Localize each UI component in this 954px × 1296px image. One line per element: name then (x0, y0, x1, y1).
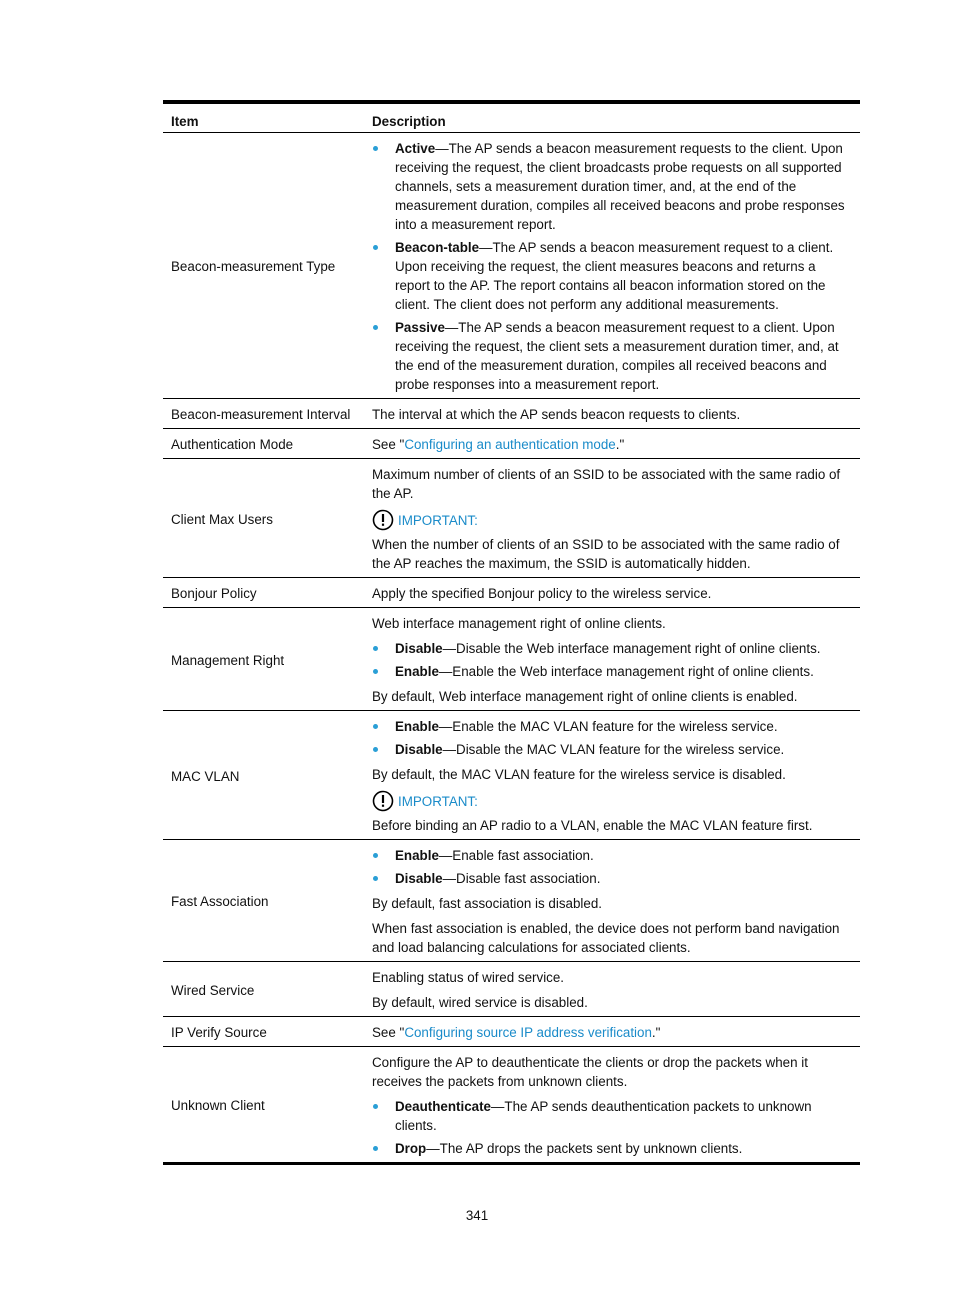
description-cell (364, 962, 860, 1017)
description-cell (364, 399, 860, 429)
option-term: Disable (395, 871, 443, 886)
description-cell (364, 608, 860, 711)
column-header-description: Description (364, 102, 860, 133)
bullet-icon (373, 1104, 378, 1109)
item-cell: MAC VLAN (163, 711, 364, 840)
item-cell: Management Right (163, 608, 364, 711)
list-item (372, 1139, 852, 1158)
description-text (372, 1023, 852, 1042)
bullet-icon (373, 245, 378, 250)
option-term: Active (395, 141, 436, 156)
table-row (163, 578, 860, 608)
important-callout (372, 790, 852, 812)
bullet-list (372, 139, 852, 394)
list-item (372, 639, 852, 658)
option-text: —Disable the MAC VLAN feature for the wireless service. (442, 742, 785, 757)
bullet-icon (373, 646, 378, 651)
list-item (372, 717, 852, 736)
default-text: By default, fast association is disabled. (372, 896, 603, 911)
bullet-list (372, 717, 852, 759)
description-cell (364, 711, 860, 840)
default-text: By default, Web interface management right of online clients is enabled. (372, 689, 798, 704)
table-row (163, 1047, 860, 1164)
description-cell (364, 1047, 860, 1164)
bullet-icon (373, 325, 378, 330)
description-cell (364, 429, 860, 459)
description-intro: Configure the AP to deauthenticate the clients or drop the packets when it receives the packets from unknown clients. (372, 1055, 808, 1089)
important-callout (372, 509, 852, 531)
option-term: Enable (395, 719, 439, 734)
bullet-icon (373, 724, 378, 729)
important-label: IMPORTANT: (398, 512, 478, 528)
bullet-list (372, 639, 852, 681)
option-text: —Enable fast association. (438, 848, 594, 863)
column-header-item: Item (163, 102, 364, 133)
page-number: 341 (465, 1208, 489, 1223)
bullet-list (372, 846, 852, 888)
item-cell: Beacon-measurement Type (163, 133, 364, 399)
list-item (372, 740, 852, 759)
list-item (372, 846, 852, 865)
see-suffix: ." (615, 437, 625, 452)
table-row (163, 608, 860, 711)
important-text: Before binding an AP radio to a VLAN, enable the MAC VLAN feature first. (372, 818, 813, 833)
item-cell: Fast Association (163, 840, 364, 962)
description-text (372, 435, 852, 454)
table-row (163, 840, 860, 962)
option-text: —The AP sends a beacon measurement requests to the client. Upon receiving the request, the client broadcasts probe requests on all supported channels, sets a measurement duration timer, and, at the end of the measurement duration, compiles all received beacons and probe responses into a measurement report. (395, 141, 845, 232)
list-item (372, 662, 852, 681)
option-text: —Disable fast association. (442, 871, 601, 886)
table-row (163, 429, 860, 459)
source-ip-verification-link[interactable]: Configuring source IP address verification (404, 1025, 652, 1040)
see-suffix: ." (651, 1025, 661, 1040)
bullet-list (372, 1097, 852, 1158)
default-text: By default, the MAC VLAN feature for the wireless service is disabled. (372, 767, 786, 782)
table-row (163, 962, 860, 1017)
bullet-icon (373, 876, 378, 881)
exclamation-circle-icon (372, 509, 394, 531)
bullet-icon (373, 1146, 378, 1151)
option-term: Drop (395, 1141, 427, 1156)
list-item (372, 238, 852, 314)
bullet-icon (373, 669, 378, 674)
see-prefix: See " (372, 1025, 405, 1040)
list-item (372, 139, 852, 234)
table-row (163, 399, 860, 429)
option-text: —Enable the Web interface management right of online clients. (438, 664, 814, 679)
option-term: Disable (395, 742, 443, 757)
option-text: —Enable the MAC VLAN feature for the wireless service. (438, 719, 778, 734)
description-text: The interval at which the AP sends beacon requests to clients. (372, 407, 741, 422)
parameter-table (163, 100, 860, 1165)
description-cell (364, 840, 860, 962)
item-cell: Client Max Users (163, 459, 364, 578)
bullet-icon (373, 853, 378, 858)
option-term: Enable (395, 664, 439, 679)
description-text: Maximum number of clients of an SSID to be associated with the same radio of the AP. (372, 467, 841, 501)
list-item (372, 869, 852, 888)
item-cell: IP Verify Source (163, 1017, 364, 1047)
item-cell: Authentication Mode (163, 429, 364, 459)
description-cell (364, 459, 860, 578)
option-text: —The AP sends a beacon measurement request to a client. Upon receiving the request, the client sets a measurement duration timer, and, at the end of the measurement duration, compiles all received beacons and probe responses into a measurement report. (395, 320, 839, 392)
default-text: By default, wired service is disabled. (372, 995, 588, 1010)
important-label: IMPORTANT: (398, 793, 478, 809)
option-term: Enable (395, 848, 439, 863)
description-cell (364, 578, 860, 608)
item-cell: Beacon-measurement Interval (163, 399, 364, 429)
description-cell (364, 133, 860, 399)
option-term: Deauthenticate (395, 1099, 491, 1114)
bullet-icon (373, 146, 378, 151)
table-row (163, 133, 860, 399)
see-prefix: See " (372, 437, 405, 452)
authentication-mode-link[interactable]: Configuring an authentication mode (404, 437, 616, 452)
item-cell: Wired Service (163, 962, 364, 1017)
description-text: Enabling status of wired service. (372, 970, 565, 985)
option-term: Passive (395, 320, 445, 335)
table-row (163, 1017, 860, 1047)
table-header-row (163, 102, 860, 133)
item-cell: Unknown Client (163, 1047, 364, 1164)
note-text: When fast association is enabled, the device does not perform band navigation and load balancing calculations for associated clients. (372, 921, 840, 955)
item-cell: Bonjour Policy (163, 578, 364, 608)
option-text: —The AP sends a beacon measurement request to a client. Upon receiving the request, the client measures beacons and returns a report to the AP. The report contains all beacon information stored on the client. The client does not perform any additional measurements. (395, 240, 834, 312)
option-text: —Disable the Web interface management right of online clients. (442, 641, 821, 656)
bullet-icon (373, 747, 378, 752)
important-text: When the number of clients of an SSID to be associated with the same radio of the AP reaches the maximum, the SSID is automatically hidden. (372, 537, 840, 571)
description-intro: Web interface management right of online clients. (372, 616, 666, 631)
description-text: Apply the specified Bonjour policy to the wireless service. (372, 586, 712, 601)
list-item (372, 318, 852, 394)
option-text: —The AP drops the packets sent by unknown clients. (426, 1141, 743, 1156)
table-row (163, 711, 860, 840)
exclamation-circle-icon (372, 790, 394, 812)
description-cell (364, 1017, 860, 1047)
list-item (372, 1097, 852, 1135)
option-term: Disable (395, 641, 443, 656)
table-row (163, 459, 860, 578)
option-text: —The AP sends deauthentication packets to unknown clients. (395, 1099, 812, 1133)
option-term: Beacon-table (395, 240, 480, 255)
